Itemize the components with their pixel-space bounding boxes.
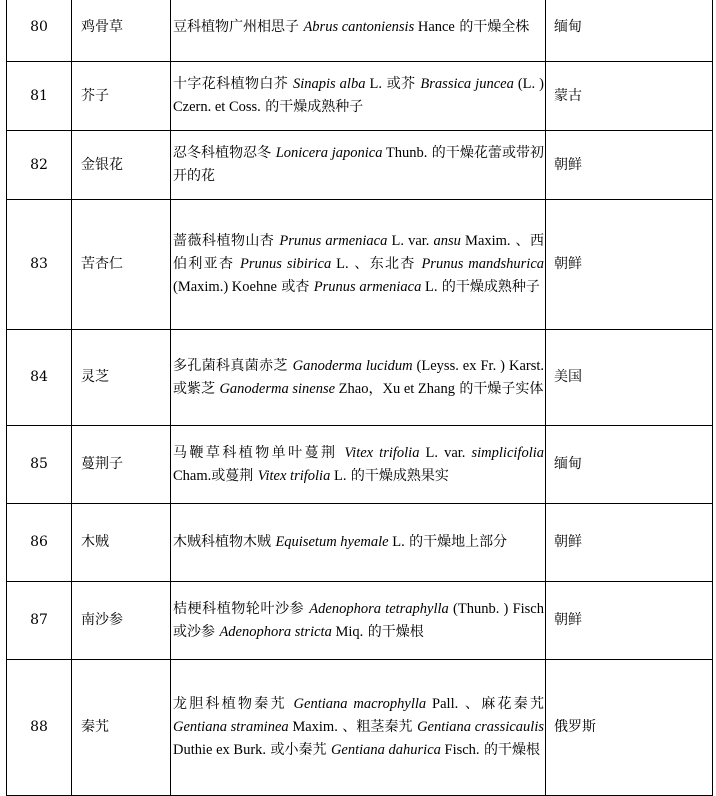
herb-name: 苦杏仁 xyxy=(72,200,171,330)
author-citation: L. xyxy=(388,534,405,550)
herb-name: 灵芝 xyxy=(72,330,171,426)
table-row xyxy=(7,0,713,62)
botanical-source xyxy=(171,330,546,426)
source-text: 的干燥根 xyxy=(479,742,541,758)
source-text: 或芥 xyxy=(381,76,421,92)
origin-country: 蒙古 xyxy=(546,62,713,131)
source-text: ， xyxy=(368,380,383,397)
herb-import-table xyxy=(6,0,713,796)
origin-country: 朝鲜 xyxy=(546,504,713,582)
author-citation: Thunb. xyxy=(382,145,428,161)
author-citation: (Leyss. ex Fr. ) Karst. xyxy=(412,357,544,374)
botanical-source xyxy=(171,131,546,200)
table-row xyxy=(7,62,713,131)
origin-country: 朝鲜 xyxy=(546,582,713,660)
author-citation: L. xyxy=(421,279,438,295)
row-number: 80 xyxy=(7,0,72,62)
species-name: Gentiana macrophylla xyxy=(293,696,427,712)
source-text: 龙胆科植物秦艽 xyxy=(173,696,294,712)
herb-name: 木贼 xyxy=(72,504,171,582)
source-text: 蔷薇科植物山杏 xyxy=(173,233,280,249)
row-number: 87 xyxy=(7,582,72,660)
author-citation: Maxim. xyxy=(460,233,511,249)
author-citation: L. xyxy=(330,467,347,484)
row-number: 81 xyxy=(7,62,72,131)
origin-country: 美国 xyxy=(546,330,713,426)
species-name: simplicifolia xyxy=(471,444,545,461)
source-text: 的干燥地上部分 xyxy=(404,534,508,550)
source-text: 十字花科植物白芥 xyxy=(173,76,293,92)
row-number: 86 xyxy=(7,504,72,582)
table-row xyxy=(7,131,713,200)
species-name: Gentiana straminea xyxy=(173,719,289,735)
table-body xyxy=(7,0,713,796)
source-text: 或紫芝 xyxy=(173,380,220,397)
botanical-source xyxy=(171,200,546,330)
species-name: Prunus armeniaca xyxy=(279,233,388,249)
source-text: 、东北杏 xyxy=(348,256,422,272)
table-row xyxy=(7,426,713,504)
source-text: 、麻花秦艽 xyxy=(458,696,544,712)
author-citation: Xu et Zhang xyxy=(382,380,455,397)
author-citation: (L. ) Czern. et Coss. xyxy=(173,76,545,115)
origin-country: 朝鲜 xyxy=(546,200,713,330)
author-citation: Maxim. xyxy=(288,719,338,735)
species-name: Gentiana dahurica xyxy=(330,742,441,758)
table-row xyxy=(7,504,713,582)
herb-name: 秦艽 xyxy=(72,660,171,796)
source-text: 或蔓荆 xyxy=(211,467,258,484)
botanical-source xyxy=(171,426,546,504)
herb-name: 金银花 xyxy=(72,131,171,200)
table-row xyxy=(7,330,713,426)
species-name: ansu xyxy=(433,233,461,249)
species-name: Prunus mandshurica xyxy=(421,256,545,272)
source-text: 、粗茎秦艽 xyxy=(337,719,418,735)
species-name: Adenophora stricta xyxy=(219,623,332,640)
author-citation: Miq. xyxy=(331,623,364,640)
table-row xyxy=(7,582,713,660)
herb-name: 芥子 xyxy=(72,62,171,131)
botanical-source xyxy=(171,582,546,660)
source-text: 豆科植物广州相思子 xyxy=(173,18,304,35)
author-citation: Pall. xyxy=(426,696,459,712)
origin-country: 朝鲜 xyxy=(546,131,713,200)
botanical-source xyxy=(171,0,546,62)
source-text: 的干燥子实体 xyxy=(454,380,544,397)
table-row xyxy=(7,660,713,796)
row-number: 82 xyxy=(7,131,72,200)
author-citation: L. var. xyxy=(387,233,434,249)
author-citation: Hance xyxy=(414,18,455,35)
source-text: 、西伯利亚杏 xyxy=(173,233,544,272)
botanical-source xyxy=(171,62,546,131)
species-name: Prunus armeniaca xyxy=(313,279,422,295)
source-text: 或小秦艽 xyxy=(266,742,331,758)
species-name: Sinapis alba xyxy=(292,76,366,92)
species-name: Vitex trifolia xyxy=(257,467,331,484)
source-text: 马鞭草科植物单叶蔓荆 xyxy=(173,444,345,461)
species-name: Gentiana crassicaulis xyxy=(417,719,544,735)
author-citation: Cham. xyxy=(173,467,212,484)
species-name: Adenophora tetraphylla xyxy=(309,600,449,617)
species-name: Lonicera japonica xyxy=(275,145,383,161)
source-text: 的干燥根 xyxy=(363,623,424,640)
author-citation: L. var. xyxy=(419,444,472,461)
botanical-source xyxy=(171,504,546,582)
author-citation: (Maxim.) Koehne xyxy=(173,279,277,295)
author-citation: Fisch. xyxy=(440,742,480,758)
origin-country: 俄罗斯 xyxy=(546,660,713,796)
source-text: 的干燥全株 xyxy=(454,18,530,35)
author-citation: L. xyxy=(365,76,382,92)
source-text: 的干燥花蕾或带初开的花 xyxy=(173,145,545,184)
origin-country: 缅甸 xyxy=(546,0,713,62)
source-text: 的干燥成熟种子 xyxy=(260,99,364,115)
herb-name: 鸡骨草 xyxy=(72,0,171,62)
species-name: Ganoderma sinense xyxy=(219,380,336,397)
source-text: 的干燥成熟果实 xyxy=(346,467,449,484)
author-citation: L. xyxy=(331,256,349,272)
row-number: 83 xyxy=(7,200,72,330)
species-name: Brassica juncea xyxy=(420,76,514,92)
row-number: 85 xyxy=(7,426,72,504)
source-text: 的干燥成熟种子 xyxy=(437,279,540,295)
author-citation: Zhao xyxy=(335,380,369,397)
source-text: 忍冬科植物忍冬 xyxy=(173,145,276,161)
herb-name: 蔓荆子 xyxy=(72,426,171,504)
herb-name: 南沙参 xyxy=(72,582,171,660)
species-name: Abrus cantoniensis xyxy=(303,18,415,35)
species-name: Prunus sibirica xyxy=(240,256,332,272)
source-text: 或杏 xyxy=(276,279,314,295)
origin-country: 缅甸 xyxy=(546,426,713,504)
source-text: 木贼科植物木贼 xyxy=(173,534,276,550)
species-name: Ganoderma lucidum xyxy=(292,357,413,374)
source-text: 或沙参 xyxy=(173,623,220,640)
author-citation: (Thunb. ) Fisch xyxy=(448,600,544,617)
row-number: 84 xyxy=(7,330,72,426)
botanical-source xyxy=(171,660,546,796)
species-name: Vitex trifolia xyxy=(344,444,420,461)
author-citation: Duthie ex Burk. xyxy=(173,742,267,758)
source-text: 桔梗科植物轮叶沙参 xyxy=(173,600,310,617)
row-number: 88 xyxy=(7,660,72,796)
source-text: 多孔菌科真菌赤芝 xyxy=(173,357,293,374)
table-row xyxy=(7,200,713,330)
species-name: Equisetum hyemale xyxy=(275,534,389,550)
